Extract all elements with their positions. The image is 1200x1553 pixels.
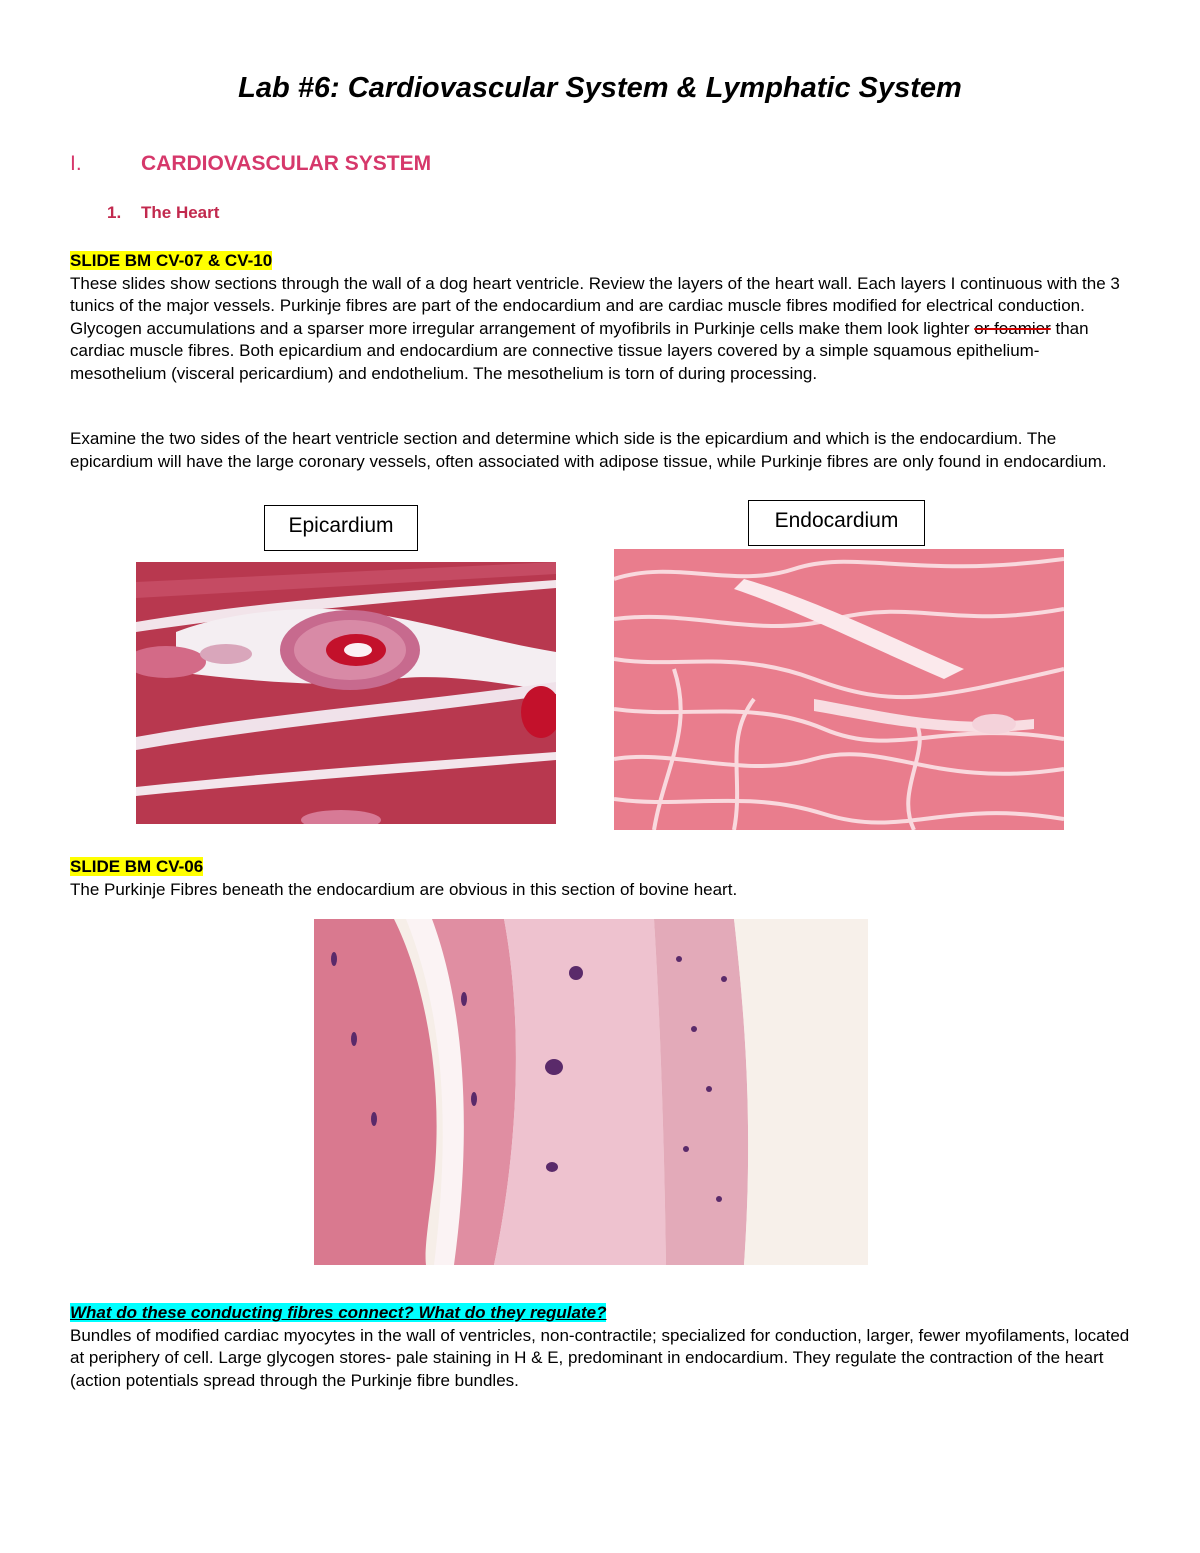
- slide2-label: SLIDE BM CV-06: [70, 857, 204, 876]
- epicardium-micrograph: [136, 562, 556, 824]
- subsection-title: The Heart: [141, 203, 220, 222]
- endocardium-label-box: [748, 500, 925, 546]
- endocardium-micrograph: [614, 549, 1064, 830]
- section-heading: [70, 152, 431, 176]
- question-prompt: What do these conducting fibres connect? What do they regulate?: [70, 1303, 607, 1322]
- slide1-paragraph-2: Examine the two sides of the heart ventricle section and determine which side is the epicardium and which is the endocardium. The epicardium will have the large coronary vessels, often associated with adipose tissue, while Purkinje fibres are only found in endocardium.: [70, 429, 1107, 471]
- epicardium-label: Epicardium: [288, 514, 394, 537]
- page-title: Lab #6: Cardiovascular System & Lymphatic System: [238, 72, 962, 104]
- slide1-strike-text: or foamier: [974, 318, 1051, 338]
- endocardium-label: Endocardium: [774, 509, 899, 532]
- slide2-text: The Purkinje Fibres beneath the endocardium are obvious in this section of bovine heart.: [70, 879, 738, 899]
- purkinje-micrograph: [314, 919, 868, 1265]
- subsection-number: 1.: [107, 203, 122, 222]
- section-title: CARDIOVASCULAR SYSTEM: [141, 152, 432, 175]
- subsection-heading: [107, 203, 219, 223]
- question-paragraph: [70, 1302, 1140, 1392]
- section-number: I.: [70, 152, 82, 175]
- slide1-paragraph: [70, 250, 1140, 385]
- slide1-label: SLIDE BM CV-07 & CV-10: [70, 251, 273, 270]
- epicardium-label-box: [264, 505, 418, 551]
- question-answer: Bundles of modified cardiac myocytes in the wall of ventricles, non-contractile; specialized for conduction, larger, fewer myofilaments, located at periphery of cell. Large glycogen stores- pale staining in H & E, predominant in endocardium. They regulate the contraction of the heart (action potentials spread through the Purkinje fibre bundles.: [70, 1325, 1130, 1390]
- slide1-text-b: than cardiac muscle fibres. Both epicardium and endocardium are connective tissue layers covered by a simple squamous epithelium- mesothelium (visceral pericardium) and endothelium. The mesothelium is torn of during processing.: [70, 318, 1089, 383]
- slide1-text-a: These slides show sections through the wall of a dog heart ventricle. Review the layers of the heart wall. Each layers I continuous with the 3 tunics of the major vessels. Purkinje fibres are part of the endocardium and are cardiac muscle fibres modified for electrical conduction. Glycogen accumulations and a sparser more irregular arrangement of myofibrils in Purkinje cells make them look lighter: [70, 273, 1120, 338]
- slide2-paragraph: [70, 856, 1140, 901]
